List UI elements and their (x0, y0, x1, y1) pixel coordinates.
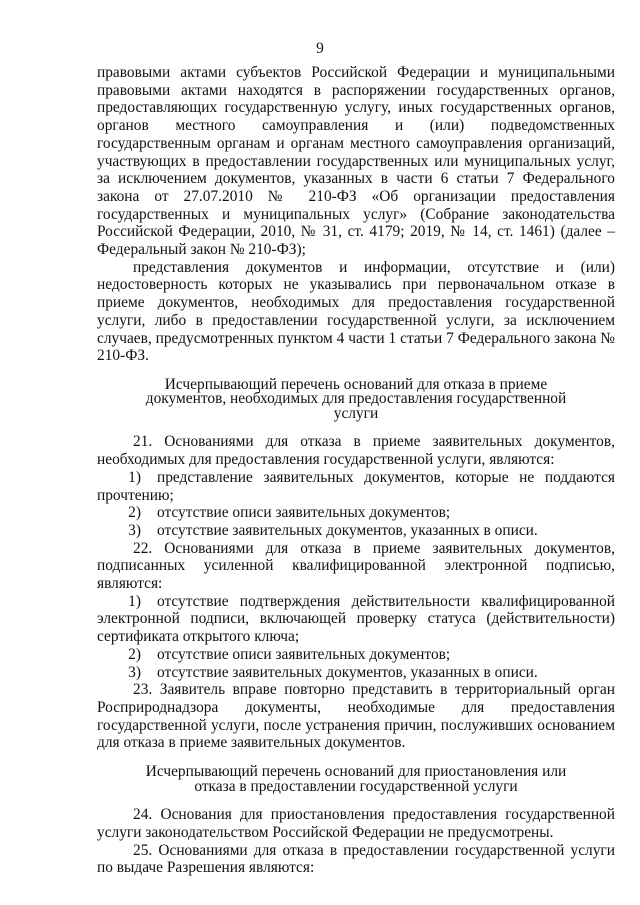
section-heading-suspension-refusal: Исчерпывающий перечень оснований для приостановления или отказа в предоставлении государственной услуги (145, 763, 567, 795)
clause-21-list (97, 469, 615, 540)
list-item-text: отсутствие заявительных документов, указанных в описи. (157, 663, 538, 681)
clause-25: 25. Основаниями для отказа в предоставлении государственной услуги по выдаче Разрешения являются: (97, 841, 615, 877)
list-item-text: отсутствие заявительных документов, указанных в описи. (157, 521, 538, 539)
page-number: 9 (316, 40, 324, 57)
list-item-number: 2) (128, 504, 141, 522)
list-item-text: отсутствие описи заявительных документов; (157, 645, 451, 663)
clause-21-item-1 (97, 469, 615, 504)
clause-22-item-3 (97, 664, 615, 682)
clause-22-list (97, 593, 615, 682)
list-item-text: отсутствие подтверждения действительности квалифицированной электронной подписи, включающей проверку статуса (действительности) сертификата открытого ключа; (97, 592, 615, 646)
list-item-text: представление заявительных документов, которые не поддаются прочтению; (97, 468, 615, 504)
clause-22-item-1 (97, 593, 615, 646)
clause-23: 23. Заявитель вправе повторно представить в территориальный орган Росприроднадзора документы, необходимые для предоставления государственной услуги, после устранения причин, послуживших основанием для отказа в приеме заявительных документов. (97, 681, 615, 752)
list-item-text: отсутствие описи заявительных документов; (157, 504, 451, 522)
clause-21-item-3 (97, 522, 615, 540)
clause-22-item-2 (97, 646, 615, 664)
clause-21-item-2 (97, 504, 615, 522)
clause-21: 21. Основаниями для отказа в приеме заявительных документов, необходимых для предоставления государственной услуги, являются: (97, 433, 615, 469)
section-heading-refusal-reception: Исчерпывающий перечень оснований для отказа в приеме документов, необходимых для предоставления государственной услуги (145, 375, 567, 422)
document-body (97, 64, 615, 877)
paragraph-documents: представления документов и информации, отсутствие и (или) недостоверность которых не указывались при первоначальном отказе в приеме документов, необходимых для предоставления государственной услуги, либо в предоставлении государственной услуги, за исключением случаев, предусмотренных пунктом 4 части 1 статьи 7 Федерального закона № 210-ФЗ. (97, 258, 615, 365)
list-item-number: 1) (128, 468, 141, 486)
list-item-number: 1) (128, 592, 141, 610)
list-item-number: 2) (128, 645, 141, 663)
clause-22: 22. Основаниями для отказа в приеме заявительных документов, подписанных усиленной квалифицированной электронной подписью, являются: (97, 539, 615, 593)
clause-24: 24. Основания для приостановления предоставления государственной услуги законодательством Российской Федерации не предусмотрены. (97, 806, 615, 841)
list-item-number: 3) (128, 663, 141, 681)
list-item-number: 3) (128, 521, 141, 539)
paragraph-continuation: правовыми актами субъектов Российской Федерации и муниципальными правовыми актами находятся в распоряжении государственных органов, предоставляющих государственную услугу, иных государственных органов, органов местного самоуправления и (или) подведомственных государственным органам и органам местного самоуправления организаций, участвующих в предоставлении государственных или муниципальных услуг, за исключением документов, указанных в части 6 статьи 7 Федерального закона от 27.07.2010 № 210-ФЗ «Об организации предоставления государственных и муниципальных услуг» (Собрание законодательства Российской Федерации, 2010, № 31, ст. 4179; 2019, № 14, ст. 1461) (далее – Федеральный закон № 210-ФЗ); (97, 64, 615, 259)
